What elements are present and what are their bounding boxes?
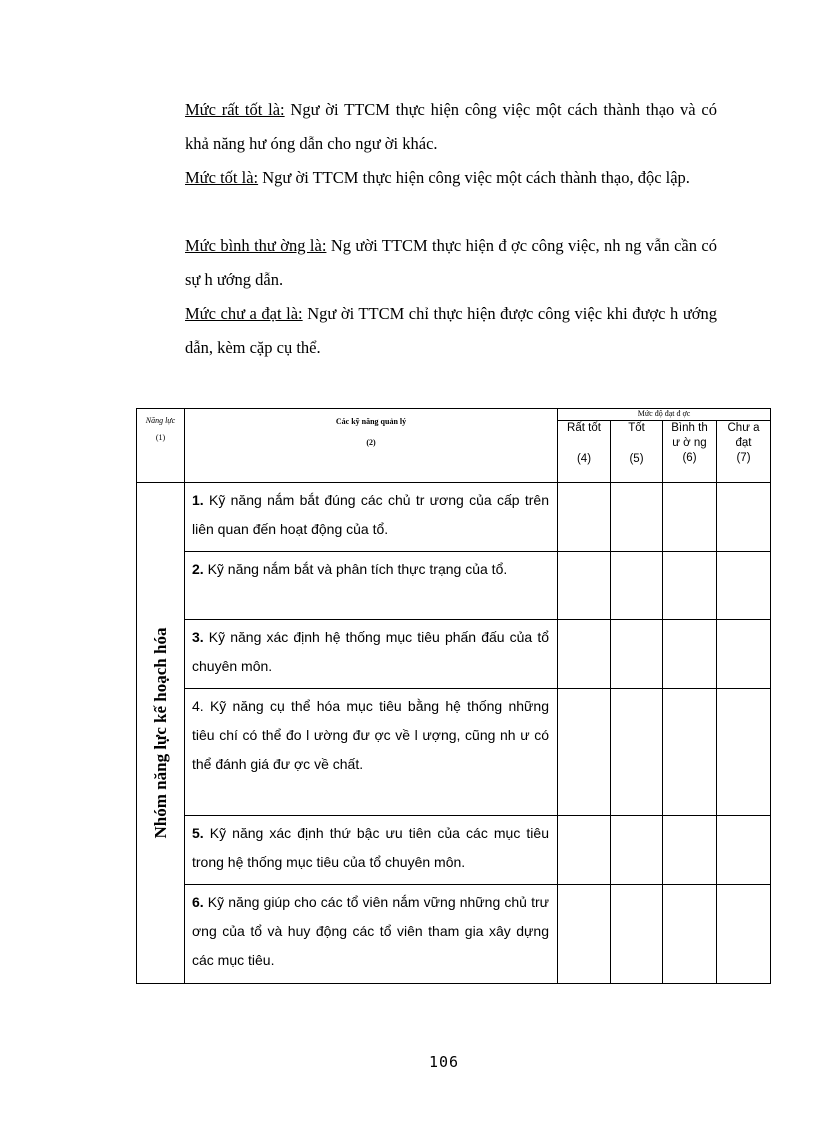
skill-text: Kỹ năng nắm bắt đúng các chủ tr ương của cấp trên liên quan đến hoạt động của tổ.: [192, 492, 549, 537]
evaluation-table: [136, 408, 771, 984]
skill-num: 4.: [192, 698, 204, 714]
rating-cell[interactable]: [717, 885, 771, 984]
header-level-good: [611, 421, 663, 483]
rating-cell[interactable]: [663, 552, 717, 620]
group-cell: [137, 483, 185, 984]
header-capability: [137, 409, 185, 483]
rating-cell[interactable]: [717, 689, 771, 816]
rating-cell[interactable]: [611, 552, 663, 620]
rating-cell[interactable]: [611, 620, 663, 689]
definition-text: Ngư ời TTCM chỉ thực hiện được công việc khi được h ướng dẫn, kèm cặp cụ thể.: [185, 304, 717, 357]
skill-text: Kỹ năng xác định thứ bậc ưu tiên của các mục tiêu trong hệ thống mục tiêu của tổ chuyên môn.: [192, 825, 549, 870]
table-row: [137, 552, 771, 620]
rating-cell[interactable]: [558, 689, 611, 816]
rating-cell[interactable]: [717, 620, 771, 689]
rating-cell[interactable]: [558, 816, 611, 885]
header-skills-label: Các kỹ năng quản lý: [335, 417, 407, 426]
rating-cell[interactable]: [611, 689, 663, 816]
definition-good: [185, 161, 717, 195]
definition-not-achieved: [185, 297, 717, 365]
definition-lead: Mức tốt là:: [185, 168, 259, 187]
level-label: Bình th ư ờ ng: [671, 422, 708, 449]
rating-cell[interactable]: [611, 483, 663, 552]
level-label: Chư a đạt: [727, 422, 760, 449]
skill-text: Kỹ năng giúp cho các tổ viên nắm vững những chủ trư ơng của tổ và huy động các tổ viên tham gia xây dựng các mục tiêu.: [192, 894, 549, 968]
skill-text: Kỹ năng xác định hệ thống mục tiêu phấn đấu của tổ chuyên môn.: [192, 629, 549, 674]
level-label: Rất tốt: [567, 422, 601, 434]
skill-num: 5.: [192, 825, 204, 841]
definition-lead: Mức chư a đạt là:: [185, 304, 303, 323]
table-row: [137, 689, 771, 816]
level-num: (4): [576, 453, 592, 465]
rating-cell[interactable]: [717, 552, 771, 620]
rating-cell[interactable]: [611, 816, 663, 885]
rating-cell[interactable]: [717, 483, 771, 552]
definition-text: Ng ười TTCM thực hiện đ ợc công việc, nh ng vẫn cần có sự h ướng dẫn.: [185, 236, 717, 289]
skill-cell: [185, 885, 558, 984]
header-level-normal: [663, 421, 717, 483]
definition-text: Ngư ời TTCM thực hiện công việc một cách thành thạo, độc lập.: [258, 168, 690, 187]
page-number: 106: [428, 1053, 460, 1071]
header-capability-label: Năng lực: [145, 416, 176, 425]
rating-cell[interactable]: [663, 885, 717, 984]
header-skills-num: (2): [366, 438, 376, 447]
header-level-group: Mức độ đạt đ ợc: [558, 409, 771, 421]
level-num: (7): [736, 452, 751, 464]
definition-lead: Mức bình thư ờng là:: [185, 236, 327, 255]
skill-num: 2.: [192, 561, 204, 577]
table-row: [137, 885, 771, 984]
definition-lead: Mức rất tốt là:: [185, 100, 285, 119]
header-level-very-good: [558, 421, 611, 483]
rating-cell[interactable]: [663, 620, 717, 689]
skill-cell: [185, 816, 558, 885]
skill-cell: [185, 483, 558, 552]
skill-num: 6.: [192, 894, 204, 910]
skill-num: 1.: [192, 492, 204, 508]
level-label: Tốt: [628, 422, 645, 434]
skill-cell: [185, 689, 558, 816]
rating-cell[interactable]: [558, 552, 611, 620]
rating-cell[interactable]: [558, 885, 611, 984]
rating-cell[interactable]: [663, 816, 717, 885]
header-skills: [185, 409, 558, 483]
rating-cell[interactable]: [558, 620, 611, 689]
header-level-not-achieved: [717, 421, 771, 483]
rating-cell[interactable]: [663, 689, 717, 816]
skill-cell: [185, 620, 558, 689]
table-row: [137, 483, 771, 552]
rating-cell[interactable]: [611, 885, 663, 984]
table-row: [137, 620, 771, 689]
level-num: (6): [682, 452, 697, 464]
header-capability-num: (1): [155, 433, 166, 442]
rating-cell[interactable]: [717, 816, 771, 885]
definition-very-good: [185, 93, 717, 161]
definition-normal: [185, 229, 717, 297]
skill-text: Kỹ năng nắm bắt và phân tích thực trạng của tổ.: [203, 561, 508, 577]
rating-cell[interactable]: [558, 483, 611, 552]
definition-text: Ngư ời TTCM thực hiện công việc một cách thành thạo và có khả năng hư óng dẫn cho ngư ời khác.: [185, 100, 717, 153]
skill-text: Kỹ năng cụ thể hóa mục tiêu bằng hệ thống những tiêu chí có thể đo l ường đư ợc về l ượng, cũng nh ư có thể đánh giá đư ợc về chất.: [192, 698, 549, 772]
rating-cell[interactable]: [663, 483, 717, 552]
skill-num: 3.: [192, 629, 204, 645]
level-num: (5): [629, 453, 644, 465]
table-row: [137, 816, 771, 885]
skill-cell: [185, 552, 558, 620]
group-label: Nhóm năng lực kế hoạch hóa: [150, 627, 170, 839]
